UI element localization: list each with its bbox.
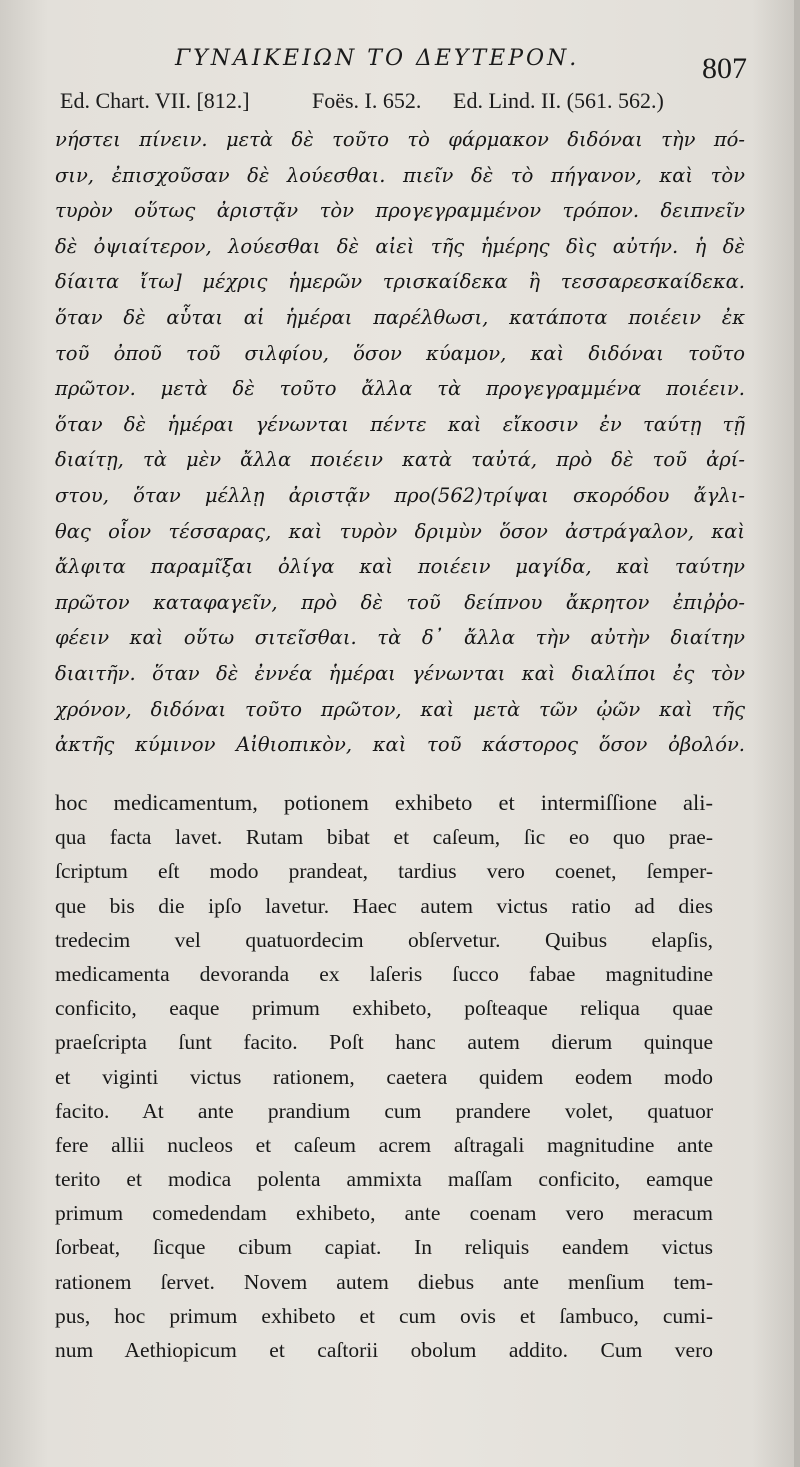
edition-ref-chartier: Ed. Chart. VII. [812.] <box>60 88 250 113</box>
latin-line: primum comedendam exhibeto, ante coenam vero meracum <box>55 1201 713 1226</box>
latin-line: praeſcripta ſunt facito. Poſt hanc autem dierum quinque <box>55 1030 713 1055</box>
greek-text <box>55 122 745 763</box>
greek-line: θας οἷον τέσσαρας, καὶ τυρὸν δριμὺν ὅσον ἀστράγαλον, καὶ <box>55 519 745 543</box>
page-number: 807 <box>702 52 747 85</box>
edition-ref-foes: Foës. I. 652. <box>312 88 422 113</box>
greek-line: ὅταν δὲ ἡμέραι γένωνται πέντε καὶ εἴκοσιν ἐν ταύτῃ τῇ <box>55 412 745 436</box>
greek-line: στου, ὅταν μέλλῃ ἀριστᾷν προ(562)τρίψαι σκορόδου ἄγλι- <box>55 483 745 507</box>
edition-references <box>60 88 760 122</box>
greek-line: ἀκτῆς κύμινον Αἰθιοπικὸν, καὶ τοῦ κάστορος ὅσον ὀβολόν. <box>55 733 745 757</box>
latin-line: conficito, eaque primum exhibeto, poſteaque reliqua quae <box>55 996 713 1021</box>
greek-line: ὅταν δὲ αὗται αἱ ἡμέραι παρέλθωσι, κατάποτα ποιέειν ἐκ <box>55 305 745 329</box>
latin-line: fere allii nucleos et caſeum acrem aſtragali magnitudine ante <box>55 1132 713 1157</box>
page-edge <box>794 0 800 1467</box>
latin-line: qua facta lavet. Rutam bibat et caſeum, ſic eo quo prae- <box>55 825 713 850</box>
latin-line: et viginti victus rationem, caetera quidem eodem modo <box>55 1064 713 1089</box>
latin-line: rationem ſervet. Novem autem diebus ante menſium tem- <box>55 1269 713 1294</box>
latin-line: terito et modica polenta ammixta maſſam conficito, eamque <box>55 1167 713 1192</box>
edition-ref-linden: Ed. Lind. II. (561. 562.) <box>453 88 664 113</box>
greek-line: φέειν καὶ οὕτω σιτεῖσθαι. τὰ δ᾽ ἄλλα τὴν αὐτὴν διαίτην <box>55 626 745 650</box>
latin-line: ſorbeat, ſicque cibum capiat. In reliquis eandem victus <box>55 1235 713 1260</box>
greek-line: διαιτῆν. ὅταν δὲ ἐννέα ἡμέραι γένωνται καὶ διαλίποι ἐς τὸν <box>55 661 745 685</box>
greek-line: τοῦ ὀποῦ τοῦ σιλφίου, ὅσον κύαμον, καὶ διδόναι τοῦτο <box>55 341 745 365</box>
latin-line: tredecim vel quatuordecim obſervetur. Quibus elapſis, <box>55 927 713 952</box>
greek-line: σιν, ἐπισχοῦσαν δὲ λούεσθαι. πιεῖν δὲ τὸ πήγανον, καὶ τὸν <box>55 163 745 187</box>
greek-line: πρῶτον. μετὰ δὲ τοῦτο ἄλλα τὰ προγεγραμμένα ποιέειν. <box>55 377 745 401</box>
latin-line: medicamenta devoranda ex laſeris ſucco fabae magnitudine <box>55 961 713 986</box>
running-title: ΓΥΝΑΙΚΕΙΩΝ ΤΟ ΔΕΥΤΕΡΟΝ. <box>175 46 580 71</box>
latin-line: ſcriptum eſt modo prandeat, tardius vero coenet, ſemper- <box>55 859 713 884</box>
latin-line: que bis die ipſo lavetur. Haec autem victus ratio ad dies <box>55 893 713 918</box>
running-head <box>0 40 800 90</box>
greek-line: πρῶτον καταφαγεῖν, πρὸ δὲ τοῦ δείπνου ἄκρητον ἐπιῤῥο- <box>55 590 745 614</box>
latin-translation <box>55 786 713 1367</box>
greek-line: ἄλφιτα παραμῖξαι ὀλίγα καὶ ποιέειν μαγίδα, καὶ ταύτην <box>55 555 745 579</box>
greek-line: τυρὸν οὕτως ἀριστᾷν τὸν προγεγραμμένον τρόπον. δειπνεῖν <box>55 199 745 223</box>
greek-line: δὲ ὀψιαίτερον, λούεσθαι δὲ αἰεὶ τῆς ἡμέρης δὶς αὐτήν. ἡ δὲ <box>55 234 745 258</box>
latin-line: hoc medicamentum, potionem exhibeto et intermiſſione ali- <box>55 790 713 815</box>
greek-line: δίαιτα ἴτω] μέχρις ἡμερῶν τρισκαίδεκα ἢ τεσσαρεσκαίδεκα. <box>55 270 745 294</box>
greek-line: χρόνον, διδόναι τοῦτο πρῶτον, καὶ μετὰ τῶν ᾠῶν καὶ τῆς <box>55 697 745 721</box>
greek-line: νήστει πίνειν. μετὰ δὲ τοῦτο τὸ φάρμακον διδόναι τὴν πό- <box>55 128 745 151</box>
latin-line: facito. At ante prandium cum prandere volet, quatuor <box>55 1098 713 1123</box>
latin-line: pus, hoc primum exhibeto et cum ovis et ſambuco, cumi- <box>55 1303 713 1328</box>
greek-line: διαίτῃ, τὰ μὲν ἄλλα ποιέειν κατὰ ταὐτά, πρὸ δὲ τοῦ ἀρί- <box>55 448 745 472</box>
latin-line: num Aethiopicum et caſtorii obolum addito. Cum vero <box>55 1338 713 1362</box>
